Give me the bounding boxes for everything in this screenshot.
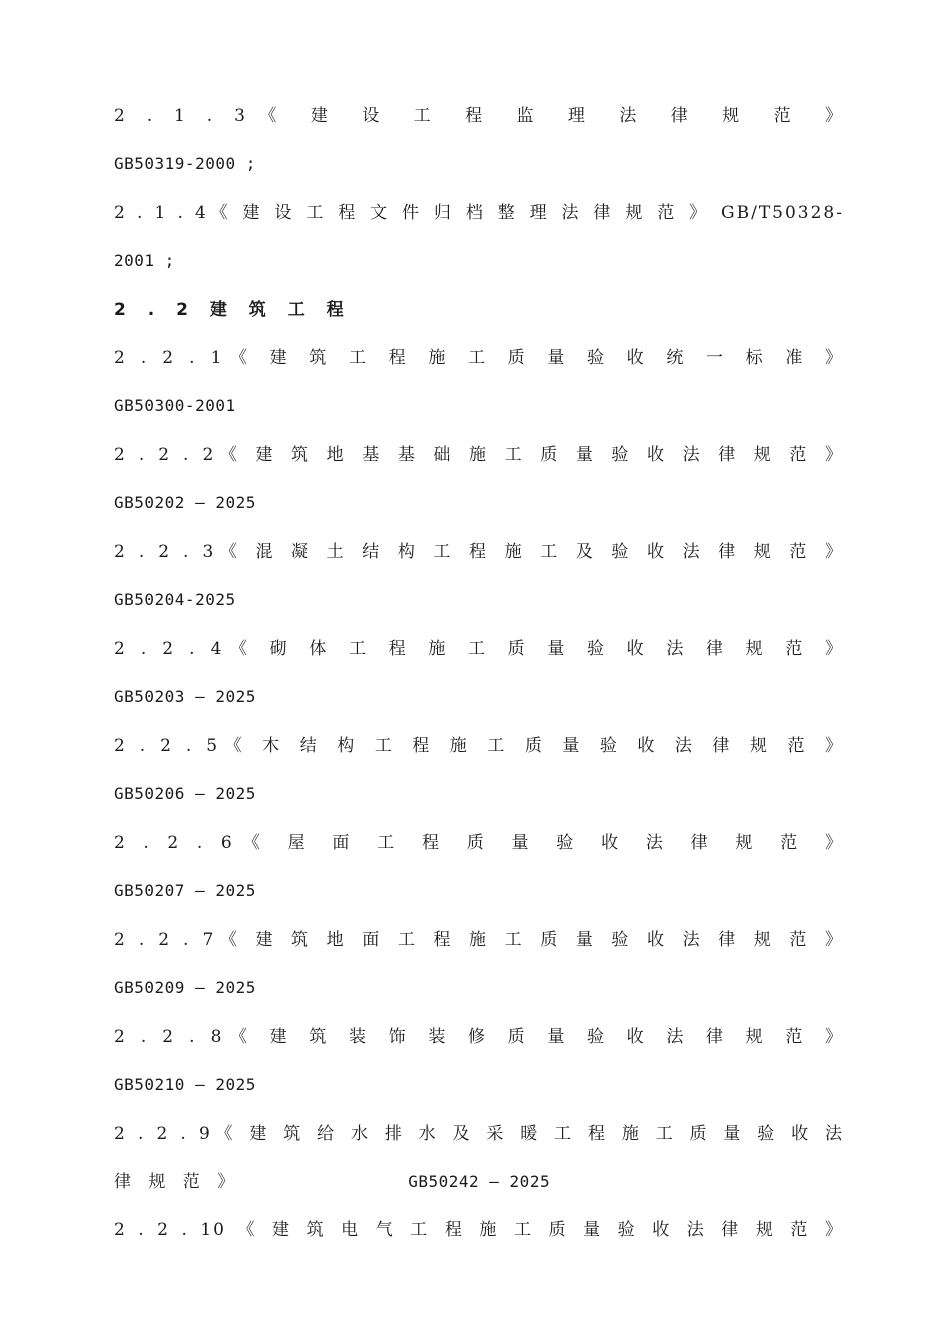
clause-2-2-4: 2 . 2 . 4《 砌 体 工 程 施 工 质 量 验 收 法 律 规 范 》 [114,639,844,659]
clause-2-2-1-code: GB50300-2001 [114,396,236,415]
clause-2-2-5: 2 . 2 . 5《 木 结 构 工 程 施 工 质 量 验 收 法 律 规 范 》 [114,736,844,756]
clause-2-1-4: 2 . 1 . 4《 建 设 工 程 文 件 归 档 整 理 法 律 规 范 》 GB/T50328- [114,203,844,223]
clause-2-2-9-title-end: 律 规 范 》 [114,1172,241,1192]
clause-2-2-6: 2 . 2 . 6《 屋 面 工 程 质 量 验 收 法 律 规 范 》 [114,833,844,853]
clause-2-2-9: 2 . 2 . 9《 建 筑 给 水 排 水 及 采 暖 工 程 施 工 质 量 验 收 法 [114,1124,844,1144]
clause-2-2-1: 2 . 2 . 1《 建 筑 工 程 施 工 质 量 验 收 统 一 标 准 》 [114,348,844,368]
clause-2-2-7-code: GB50209 — 2025 [114,978,256,997]
clause-2-2-5-code: GB50206 — 2025 [114,784,256,803]
clause-2-2-8-code: GB50210 — 2025 [114,1075,256,1094]
clause-2-1-3: 2 . 1 . 3《 建 设 工 程 监 理 法 律 规 范 》 [114,106,844,126]
clause-2-2-2-code: GB50202 — 2025 [114,493,256,512]
clause-2-2-4-code: GB50203 — 2025 [114,687,256,706]
clause-2-2-10: 2 . 2 . 10 《 建 筑 电 气 工 程 施 工 质 量 验 收 法 律 规 范 》 [114,1220,844,1240]
clause-2-1-4-code: 2001 ; [114,251,175,270]
clause-2-2-9-continuation [114,1170,844,1194]
section-heading-2-2: 2 . 2 建 筑 工 程 [114,300,352,320]
clause-2-2-3-code: GB50204-2025 [114,590,236,609]
clause-2-2-3: 2 . 2 . 3《 混 凝 土 结 构 工 程 施 工 及 验 收 法 律 规 范 》 [114,542,845,562]
clause-2-1-3-code: GB50319-2000 ; [114,154,256,173]
clause-2-2-7: 2 . 2 . 7《 建 筑 地 面 工 程 施 工 质 量 验 收 法 律 规 范 》 [114,930,845,950]
clause-2-2-2: 2 . 2 . 2《 建 筑 地 基 基 础 施 工 质 量 验 收 法 律 规 范 》 [114,445,845,465]
clause-2-2-8: 2 . 2 . 8《 建 筑 装 饰 装 修 质 量 验 收 法 律 规 范 》 [114,1027,844,1047]
clause-2-2-9-code: GB50242 — 2025 [408,1172,551,1191]
clause-2-2-6-code: GB50207 — 2025 [114,881,256,900]
